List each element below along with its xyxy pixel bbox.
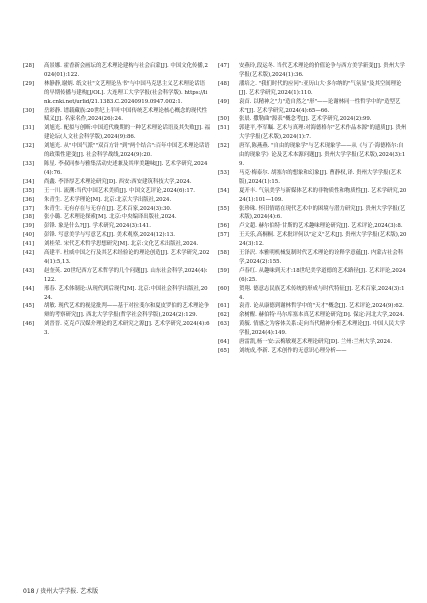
reference-text: 袁青. 论从康德到谢林哲学中的"天才"概念[J]. 艺术评论,2024(9):62. xyxy=(239,303,404,310)
reference-number: [58] xyxy=(218,250,230,257)
reference-text: 赵奎英. 20世纪西方艺术哲学的几个问题[J]. 山东社会科学,2024(4):122. xyxy=(44,267,208,283)
reference-number: [49] xyxy=(218,98,230,105)
reference-number: [54] xyxy=(218,187,230,194)
reference-number: [53] xyxy=(218,169,230,176)
reference-number: [32] xyxy=(23,143,35,150)
reference-number: [43] xyxy=(23,267,35,274)
page-footer: 018 / 贵州大学学报. 艺术版 xyxy=(23,588,99,595)
reference-text: 刘桂荣. 宋代艺术哲学思想研究[M]. 北京:文化艺术出版社,2024. xyxy=(44,241,199,248)
reference-text: 张珍珠. 怀旧情绪在现代艺术中的困境与潜力研究[J]. 贵州大学学报(艺术版),2024(4):6. xyxy=(239,205,406,221)
reference-text: 袁首. 以精神之"力"造自然之"形"——论谢林同一性哲学中的"造型艺术"[J]. 艺术学研究,2024(4):65—66. xyxy=(239,98,401,114)
reference-number: [63] xyxy=(218,321,230,328)
reference-text: 邢春. 艺术体制论:从现代到后现代[M]. 北京:中国社会科学出版社,2024. xyxy=(44,285,208,301)
reference-number: [36] xyxy=(23,196,35,203)
reference-text: 郭建平,李军瞩. 艺术与真理:对海德格尔"艺术作品本源"的遗质[J]. 贵州大学学报(艺术版),2024(1):7. xyxy=(239,125,407,141)
reference-text: 余树醒. 赫伯特·马尔库塞本真艺术理论研究[D]. 保定:河北大学,2024. xyxy=(239,312,405,319)
reference-number: [28] xyxy=(23,63,35,69)
reference-number: [51] xyxy=(218,125,230,132)
reference-entry xyxy=(218,205,408,223)
reference-number: [29] xyxy=(23,80,35,87)
reference-entry xyxy=(23,124,210,142)
reference-number: [59] xyxy=(218,267,230,274)
reference-entry xyxy=(218,187,408,205)
reference-text: 林静静,谢炳. 纸文社"文艺理论丛书"与中国马克思主义艺术理论话语的早期传播与建构[J/OL]. 大连理工大学学报(社会科学版). https://link.cnki.net/urlid/21.1383.C.20240919.0947.002:1. xyxy=(44,80,208,105)
reference-entry xyxy=(23,62,210,80)
reference-text: 岳彩静. 谱载藏族:20世纪上半叶中国传统艺术理论核心概念的现代性赋义[J]. 名家名作,2024(26):24. xyxy=(44,107,208,123)
reference-entry xyxy=(23,285,210,303)
reference-number: [60] xyxy=(218,285,230,292)
reference-number: [40] xyxy=(23,232,35,239)
reference-entry xyxy=(218,285,408,303)
reference-text: 唐雷凯,杨一安:云梅敏观艺术理论研究[D]. 兰州:兰州大学,2024. xyxy=(239,339,393,346)
reference-number: [45] xyxy=(23,303,35,310)
reference-number: [31] xyxy=(23,125,35,132)
reference-number: [50] xyxy=(218,116,230,123)
reference-number: [38] xyxy=(23,214,35,221)
reference-text: 夏开丰. 气氛美学与新媒体艺术的非物质性和物质性[J]. 艺术学研究,2024(1):101—109. xyxy=(239,187,407,203)
reference-entry xyxy=(218,169,408,187)
reference-entry xyxy=(218,124,408,142)
reference-entry xyxy=(23,187,210,196)
references-right-column xyxy=(218,62,408,356)
reference-number: [47] xyxy=(218,63,230,69)
reference-text: 唐军,陈燕燕. "自由的现象学"与艺术现象学——从《与了·海德格尔:自由的现象学》论及艺术本源问题[J]. 贵州大学学报(艺术版),2024(3):19. xyxy=(239,143,406,167)
reference-text: 贺翔. 德意志民族艺术传统的形成与时代特征[J]. 艺术百家,2024(3):14. xyxy=(239,285,405,301)
reference-text: 陈星. 李叔同参与雅集活动史述兼及其审美趣味[J]. 艺术学研究,2024(4):76. xyxy=(44,160,208,176)
reference-number: [37] xyxy=(23,205,35,212)
reference-number: [34] xyxy=(23,178,35,185)
reference-number: [30] xyxy=(23,107,35,114)
reference-number: [35] xyxy=(23,187,35,194)
reference-entry xyxy=(218,249,408,267)
reference-number: [64] xyxy=(218,339,230,346)
reference-entry xyxy=(23,213,210,222)
reference-entry xyxy=(23,320,210,338)
reference-number: [42] xyxy=(23,250,35,257)
reference-entry xyxy=(218,231,408,249)
reference-entry xyxy=(23,160,210,178)
reference-text: 张晨. 撒勒曲"源表"概念考[J]. 艺术学研究,2024(2):99. xyxy=(239,116,372,123)
reference-text: 朱青生. 无有存在与无存在[J]. 艺术百家,2024(3):30. xyxy=(44,205,172,212)
reference-entry xyxy=(218,320,408,338)
reference-text: 黄毓. 情感之为客体关系:走向当代精神分析艺术理论[J]. 中国人民大学学报,2024(4):149. xyxy=(239,321,405,337)
reference-text: 刘统成,李新. 艺术创作的无意识心理分析—— xyxy=(239,348,347,354)
reference-entry xyxy=(23,222,210,231)
reference-entry xyxy=(23,205,210,214)
reference-number: [65] xyxy=(218,348,230,354)
reference-entry xyxy=(218,347,408,356)
reference-entry xyxy=(23,107,210,125)
reference-entry xyxy=(23,249,210,267)
reference-number: [41] xyxy=(23,241,35,248)
reference-text: 彭锋. 写意美学与写意艺术[J]. 美术观察,2024(12):13. xyxy=(44,232,175,239)
reference-entry xyxy=(218,115,408,124)
reference-entry xyxy=(218,142,408,169)
reference-text: 高景娜. 霍香新会画坛的艺术理论建构与社会启蒙[J]. 中国文化传播,2024(01):122. xyxy=(44,63,208,78)
reference-text: 刘旭光. 从"中国气派""双百方针"到"两个结合":百年中国艺术理论话语的政策性建变[J]. 社会科学战线,2024(9):20. xyxy=(44,143,210,159)
reference-text: 刘旭光. 配拟与创断:中国近代晚期的一种艺术理论话语及其失败[J]. 福建论坛(人文社会科学版),2024(9):86. xyxy=(44,125,210,141)
reference-text: 刘晋晋. 克克卢汉媒介理论的艺术研究之源[J]. 艺术学研究,2024(4):63. xyxy=(44,321,210,337)
reference-entry xyxy=(23,178,210,187)
reference-entry xyxy=(23,231,210,240)
reference-text: 卢春红. 从趣味到天才:18世纪美学道德的艺术路径[J]. 艺术评论,2024(6):25. xyxy=(239,267,406,283)
reference-text: 王泽沢. 本雅明机械复制时代艺术理论的诠释学意蕴[J]. 内蒙古社会科学,2024(2):155. xyxy=(239,250,404,265)
reference-text: 卢文超. 赫尔伯特·甘斯的艺术趣味理论研究[J]. 艺术评论,2024(3):8. xyxy=(239,223,403,230)
reference-number: [62] xyxy=(218,312,230,319)
references-left-column xyxy=(23,62,210,338)
reference-number: [44] xyxy=(23,285,35,292)
reference-number: [57] xyxy=(218,232,230,239)
reference-entry xyxy=(23,267,210,285)
reference-entry xyxy=(218,62,408,80)
reference-number: [55] xyxy=(218,205,230,212)
reference-entry xyxy=(218,80,408,98)
reference-number: [33] xyxy=(23,160,35,167)
reference-entry xyxy=(218,311,408,320)
reference-number: [39] xyxy=(23,223,35,230)
reference-text: 王天乐,高桐桐. 艺术批评何以"定义"艺术[J]. 贵州大学学报(艺术版),2024(3):12. xyxy=(239,232,407,248)
reference-text: 马克·梅泰尔. 胡塞尔的想象和幻象[J]. 曹静权,译. 贵州大学学报(艺术版),2024(1):15. xyxy=(239,169,402,185)
reference-text: 高建平. 杜威中国之行及其艺术经验论的理论创造[J]. 艺术学研究,2024(1):5,13. xyxy=(44,250,210,265)
reference-text: 安燕玲,段运冬. 当代艺术理论的价值论争与西方美学新变[J]. 贵州大学学报(艺术版),2024(1):36. xyxy=(239,63,405,78)
reference-text: 朱青生. 艺术学理论[M]. 北京:北京大学出版社,2024. xyxy=(44,196,172,203)
reference-text: 王一川. 流溯:当代中国艺术美质[J]. 中国文艺评论,2024(6):17. xyxy=(44,187,195,194)
reference-number: [56] xyxy=(218,223,230,230)
reference-text: 彭锋. 象是什么?[J]. 学术研究,2024(3):141. xyxy=(44,223,151,230)
reference-number: [46] xyxy=(23,321,35,328)
reference-entry xyxy=(218,267,408,285)
reference-number: [48] xyxy=(218,80,230,87)
reference-text: 张小璐. 艺术理论探索[M]. 北京:中央编译出版社,2024. xyxy=(44,214,177,221)
reference-entry xyxy=(218,222,408,231)
reference-text: 尚鑫. 李泽厚艺术理论研究[D]. 西安:西安建筑科技大学,2024. xyxy=(44,178,192,185)
reference-number: [61] xyxy=(218,303,230,310)
reference-entry xyxy=(218,338,408,347)
reference-text: 胡敏. 现代艺术的视觉批判——基于对拉斐尔和夏皮罗伯的艺术理论争辩的考察研究[J]. 西北大学学报(哲学社会科学版),2024(2):129. xyxy=(44,303,210,319)
reference-entry xyxy=(218,98,408,116)
reference-entry xyxy=(23,302,210,320)
reference-entry xyxy=(23,80,210,107)
reference-number: [52] xyxy=(218,143,230,150)
reference-entry xyxy=(23,240,210,249)
reference-entry xyxy=(23,142,210,160)
reference-entry xyxy=(218,302,408,311)
reference-entry xyxy=(23,196,210,205)
reference-text: 潘培之. "我们时代的应问":亚历山大·多尔纳的"气氛显"及其空间理论[J]. 艺术学研究,2024(1):110. xyxy=(239,80,402,96)
